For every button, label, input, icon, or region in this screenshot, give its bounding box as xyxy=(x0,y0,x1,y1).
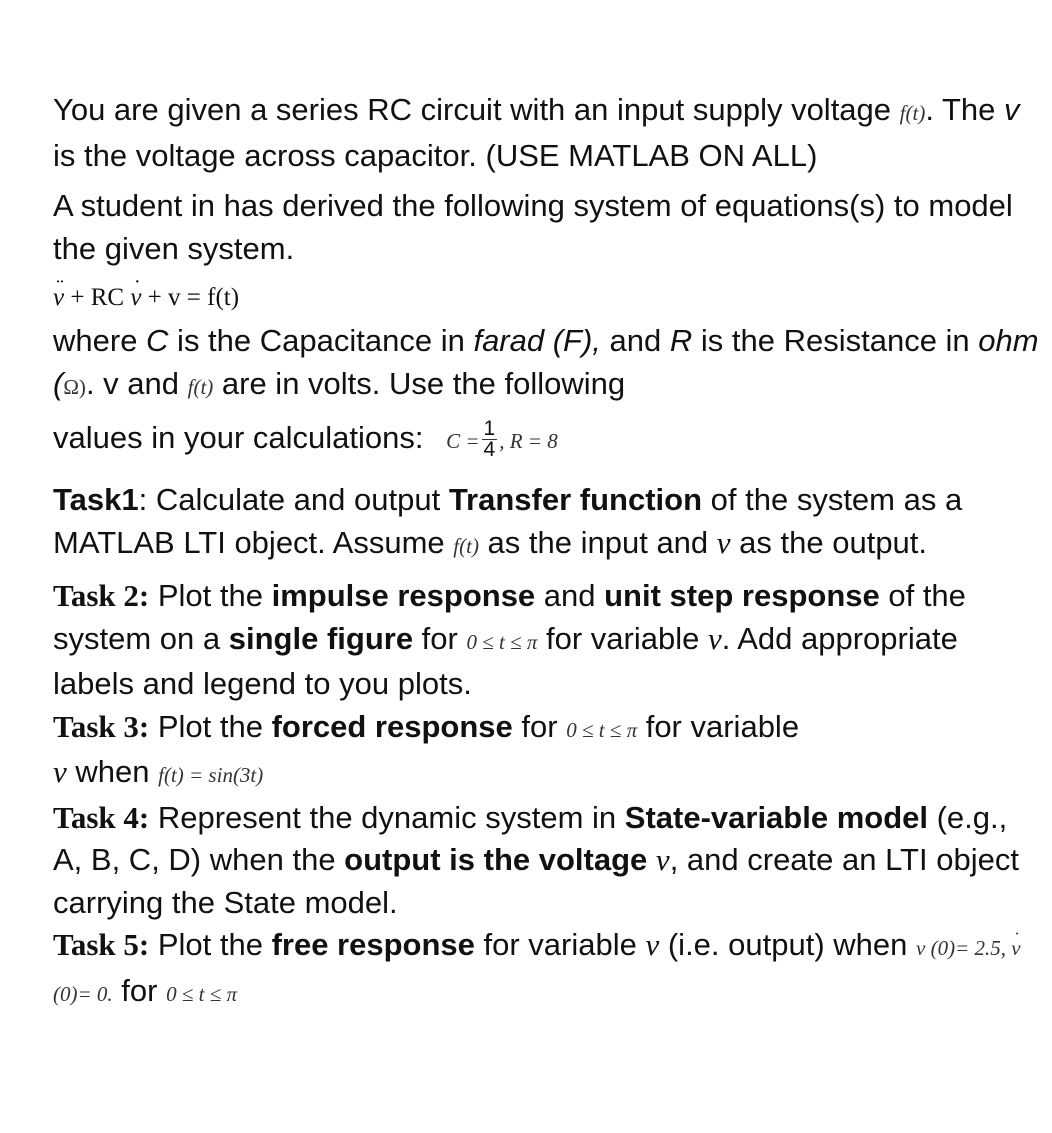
task3-text: Plot the xyxy=(149,708,272,744)
math-c-equals: C = xyxy=(446,429,480,453)
task5-emphasis: free response xyxy=(271,927,475,962)
math-v-dot: ˙ v xyxy=(130,276,141,320)
task3-text: for variable xyxy=(637,708,800,744)
task5-text: Plot the xyxy=(149,927,272,962)
task4-text: Represent the dynamic system in xyxy=(149,799,625,835)
unit-farad: farad (F), xyxy=(473,323,601,358)
task2-text: for variable xyxy=(537,620,708,656)
intro-paragraph xyxy=(53,89,1043,177)
definitions-text: . v and xyxy=(85,365,188,401)
task5-text: for xyxy=(112,972,167,1008)
values-line xyxy=(53,408,1043,471)
unit-ohm: ohm ( xyxy=(53,323,1039,401)
task1-text: of the system as a MATLAB LTI object. Assume xyxy=(53,482,963,560)
differential-equation xyxy=(53,276,1043,320)
task2-text: of the system on a xyxy=(53,578,966,656)
fraction-denominator: 4 xyxy=(483,438,496,462)
task2-text: Plot the xyxy=(149,578,272,613)
task2-emphasis: single figure xyxy=(228,620,414,656)
equation-text: + v = f(t) xyxy=(141,284,240,311)
definitions-text: are in volts. Use the following xyxy=(213,365,626,401)
equation-text: + RC xyxy=(64,284,131,311)
task4-label: Task 4: xyxy=(53,799,150,835)
task4-paragraph xyxy=(53,797,1043,925)
derivation-paragraph: A student in has derived the following system of equations(s) to model the given system. xyxy=(53,188,1013,266)
variable-r: R xyxy=(669,323,693,358)
task2-label: Task 2: xyxy=(53,578,150,613)
definitions-paragraph xyxy=(53,320,1043,408)
task3-paragraph xyxy=(53,706,1043,797)
task2-paragraph xyxy=(53,575,1043,706)
task2-text: . Add appropriate labels and legend to you plots. xyxy=(53,620,958,701)
math-f-of-t: f(t) xyxy=(187,374,214,399)
task5-paragraph xyxy=(53,924,1043,1015)
math-initial-condition: v (0)= 2.5, xyxy=(916,936,1012,960)
definitions-text: where xyxy=(53,323,147,358)
math-time-range: 0 ≤ t ≤ π xyxy=(566,717,638,742)
task4-text: , and create an LTI object carrying the State model. xyxy=(53,842,1019,920)
task1-label: Task1 xyxy=(53,482,139,517)
math-v-double-dot: ¨ v xyxy=(53,276,64,320)
math-v-dot: ˙ v xyxy=(1011,927,1020,970)
variable-v: v xyxy=(53,754,67,789)
math-time-range: 0 ≤ t ≤ π xyxy=(466,629,538,654)
task2-emphasis: unit step response xyxy=(604,578,880,613)
task4-text xyxy=(647,842,656,877)
task1-text: as the input and xyxy=(478,524,717,560)
intro-text: . The xyxy=(925,92,1005,127)
definitions-text: and xyxy=(600,323,670,358)
variable-v: v xyxy=(707,620,722,656)
task1-paragraph xyxy=(53,479,1043,567)
task2-emphasis: impulse response xyxy=(271,578,536,613)
definitions-text: is the Resistance in xyxy=(692,323,979,358)
fraction-numerator: 1 xyxy=(483,417,496,441)
variable-v: v xyxy=(645,927,660,962)
task3-text: when xyxy=(66,754,159,789)
math-f-of-t: f(t) xyxy=(453,533,479,558)
task2-text: for xyxy=(413,620,467,656)
task4-text: (e.g., A, B, C, D) when the xyxy=(53,799,1008,877)
variable-v: v xyxy=(716,524,731,560)
math-omega: Ω) xyxy=(63,374,86,399)
task1-text: as the output. xyxy=(730,524,928,560)
intro-text: You are given a series RC circuit with an input supply voltage xyxy=(53,92,892,127)
task4-emphasis: State-variable model xyxy=(624,799,928,835)
task4-emphasis: output is the voltage xyxy=(344,842,648,877)
problem-document xyxy=(53,89,1043,1015)
variable-v: v xyxy=(655,842,670,877)
fraction-one-quarter xyxy=(482,419,498,460)
definitions-text: is the Capacitance in xyxy=(168,323,474,358)
task5-label: Task 5: xyxy=(53,927,150,962)
math-time-range: 0 ≤ t ≤ π xyxy=(166,981,237,1006)
math-r-equals: , R = 8 xyxy=(499,429,558,453)
task1-emphasis: Transfer function xyxy=(448,482,703,517)
math-f-of-t: f(t) xyxy=(899,101,926,125)
task1-text: : Calculate and output xyxy=(138,482,449,517)
variable-v: v xyxy=(1004,92,1020,127)
task2-text: and xyxy=(535,578,605,613)
task3-label: Task 3: xyxy=(53,708,150,744)
intro-text: is the voltage across capacitor. (USE MATLAB ON ALL) xyxy=(53,137,818,173)
task5-text: for variable xyxy=(474,927,646,962)
task3-emphasis: forced response xyxy=(271,708,513,744)
task5-text: (i.e. output) when xyxy=(659,927,916,962)
task3-text: for xyxy=(512,708,567,744)
math-input-condition: f(t) = sin(3t) xyxy=(158,763,264,787)
variable-c: C xyxy=(146,323,169,358)
math-initial-condition: (0)= 0. xyxy=(53,981,113,1006)
values-label: values in your calculations: xyxy=(53,420,424,455)
